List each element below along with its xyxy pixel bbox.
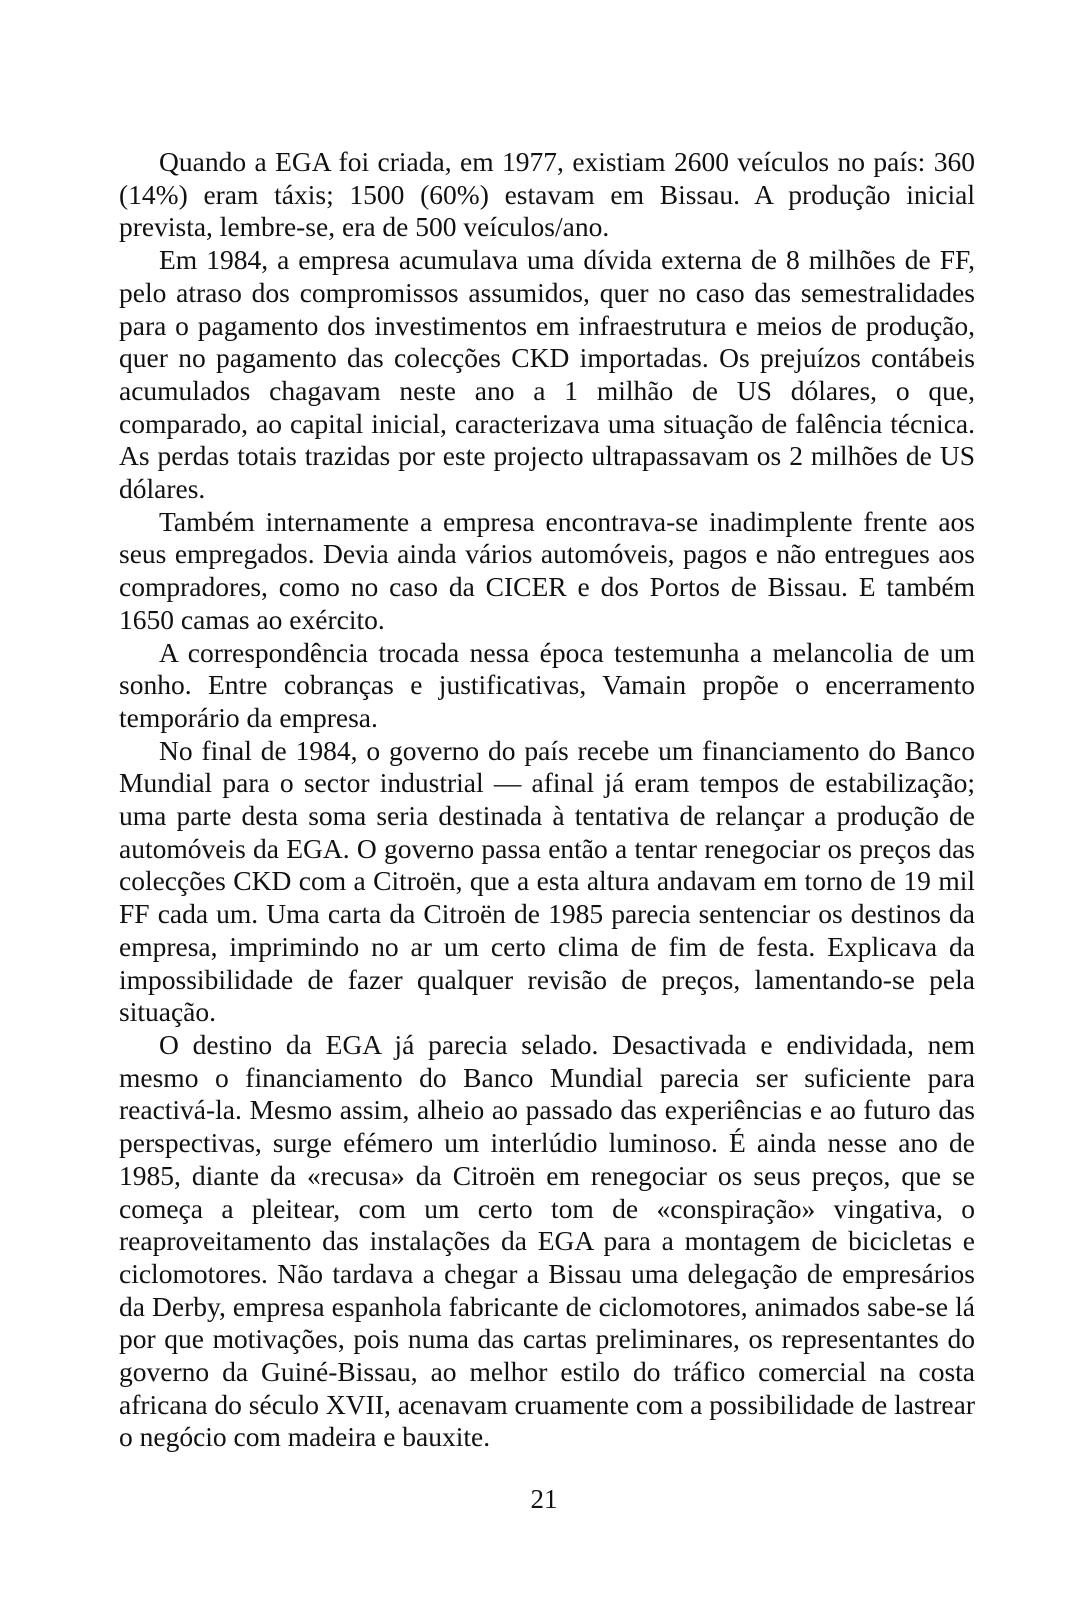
paragraph-egas-founding: Quando a EGA foi criada, em 1977, existiam 2600 veículos no país: 360 (14%) eram táxis; 1500 (60%) estavam em Bissau. A produção inicial prevista, lembre-se, era de 500 veículos/ano. xyxy=(119,146,975,243)
paragraph-correspondence: A correspondência trocada nessa época testemunha a melancolia de um sonho. Entre cobranças e justificativas, Vamain propõe o encerramento temporário da empresa. xyxy=(119,636,975,733)
paragraph-internal-default: Também internamente a empresa encontrava-se inadimplente frente aos seus empregados. Devia ainda vários automóveis, pagos e não entregues aos compradores, como no caso da CICER e dos Portos de Bissau. E também 1650 camas ao exército. xyxy=(119,505,975,635)
paragraph-ega-destiny: O destino da EGA já parecia selado. Desactivada e endividada, nem mesmo o financiamento do Banco Mundial parecia ser suficiente para reactivá-la. Mesmo assim, alheio ao passado das experiências e ao futuro das perspectivas, surge efémero um interlúdio luminoso. É ainda nesse ano de 1985, diante da «recusa» da Citroën em renegociar os seus preços, que se começa a pleitear, com um certo tom de «conspiração» vingativa, o reaproveitamento das instalações da EGA para a montagem de bicicletas e ciclomotores. Não tardava a chegar a Bissau uma delegação de empresários da Derby, empresa espanhola fabricante de ciclomotores, animados sabe-se lá por que motivações, pois numa das cartas preliminares, os representantes do governo da Guiné-Bissau, ao melhor estilo do tráfico comercial na costa africana do século XVII, acenavam cruamente com a possibilidade de lastrear o negócio com madeira e bauxite. xyxy=(119,1028,975,1453)
paragraph-debt-1984: Em 1984, a empresa acumulava uma dívida externa de 8 milhões de FF, pelo atraso dos compromissos assumidos, quer no caso das semestralidades para o pagamento dos investimentos em infraestrutura e meios de produção, quer no pagamento das colecções CKD importadas. Os prejuízos contábeis acumulados chagavam neste ano a 1 milhão de US dólares, o que, comparado, ao capital inicial, caracterizava uma situação de falência técnica. As perdas totais trazidas por este projecto ultrapassavam os 2 milhões de US dólares. xyxy=(119,244,975,505)
paragraph-world-bank: No final de 1984, o governo do país recebe um financiamento do Banco Mundial para o sector industrial — afinal já eram tempos de estabilização; uma parte desta soma seria destinada à tentativa de relançar a produção de automóveis da EGA. O governo passa então a tentar renegociar os preços das colecções CKD com a Citroën, que a esta altura andavam em torno de 19 mil FF cada um. Uma carta da Citroën de 1985 parecia sentenciar os destinos da empresa, imprimindo no ar um certo clima de fim de festa. Explicava da impossibilidade de fazer qualquer revisão de preços, lamentando-se pela situação. xyxy=(119,734,975,1028)
page-number: 21 xyxy=(530,1484,558,1514)
body-text xyxy=(119,146,975,1454)
